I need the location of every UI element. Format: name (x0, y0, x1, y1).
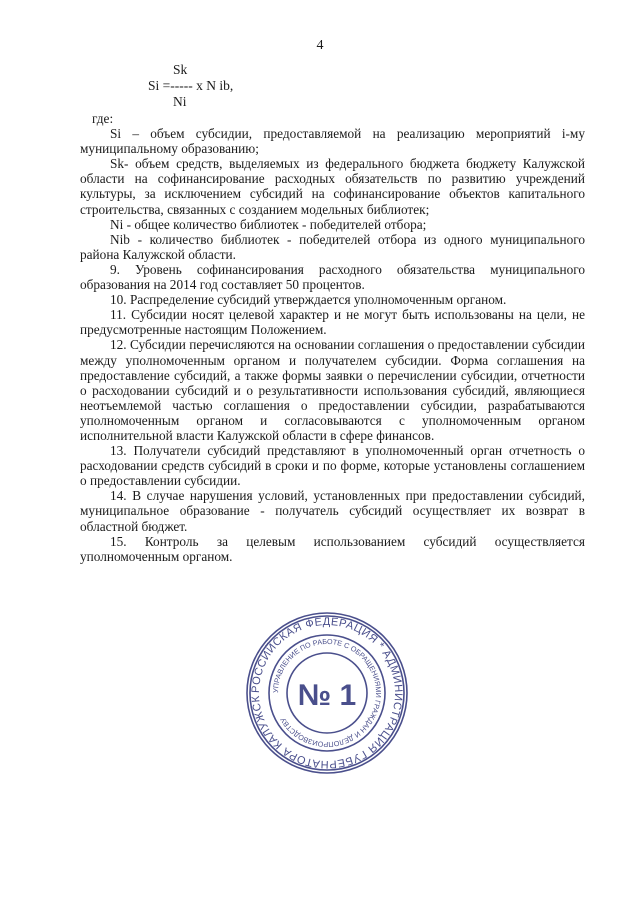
stamp-center-number: № 1 (297, 679, 357, 712)
official-stamp (242, 608, 412, 778)
formula-denominator: Ni (173, 94, 187, 109)
paragraph-where: где: (92, 111, 114, 126)
paragraph-nib: Nib - количество библиотек - победителей отбора из одного муниципального района Калужской области. (80, 231, 585, 262)
stamp-inner-text: УПРАВЛЕНИЕ ПО РАБОТЕ С ОБРАЩЕНИЯМИ ГРАЖДАН И ДЕЛОПРОИЗВОДСТВУ (270, 636, 384, 750)
document-body (80, 111, 585, 564)
paragraph-sk: Sk- объем средств, выделяемых из федерального бюджета бюджету Калужской области на софинансирование расходных обязательств по развитию учреждений культуры, за исключением субсидий на софинансирование объектов капитального строительства, связанных с созданием модельных библиотек; (80, 156, 585, 217)
paragraph-14: 14. В случае нарушения условий, установленных при предоставлении субсидий, муниципальное образование - получатель субсидий осуществляет их возврат в областной бюджет. (80, 488, 585, 534)
formula-numerator: Sk (173, 62, 188, 77)
paragraph-11: 11. Субсидии носят целевой характер и не могут быть использованы на цели, не предусмотренные настоящим Положением. (80, 307, 585, 338)
page-number: 4 (316, 38, 324, 53)
stamp-seal (242, 608, 412, 778)
formula-line: Si =----- x N ib, (148, 78, 234, 93)
paragraph-si: Si – объем субсидии, предоставляемой на реализацию мероприятий i-му муниципальному образованию; (80, 126, 585, 157)
subsidy-formula (148, 62, 233, 110)
paragraph-9: 9. Уровень софинансирования расходного обязательства муниципального образования на 2014 год составляет 50 процентов. (80, 261, 585, 293)
paragraph-ni: Ni - общее количество библиотек - победителей отбора; (110, 216, 427, 232)
stamp-outer-text: РОССИЙСКАЯ ФЕДЕРАЦИЯ * АДМИНИСТРАЦИЯ ГУБЕРНАТОРА КАЛУЖСК (249, 615, 405, 771)
paragraph-12: 12. Субсидии перечисляются на основании соглашения о предоставлении субсидии между уполномоченным органом и получателем субсидии. Форма соглашения на предоставление субсидий, а также формы заявки о перечислении субсидии, отчетности о расходовании субсидий и о результативности использования субсидий, являющиеся неотъемлемой частью соглашения о предоставлении субсидии, разрабатываются уполномоченным органом и согласовываются с уполномоченным органом исполнительной власти Калужской области в сфере финансов. (80, 337, 585, 443)
paragraph-10: 10. Распределение субсидий утверждается уполномоченным органом. (110, 292, 507, 308)
paragraph-15: 15. Контроль за целевым использованием субсидий осуществляется уполномоченным органом. (80, 533, 585, 564)
paragraph-13: 13. Получатели субсидий представляют в уполномоченный орган отчетность о расходовании средств субсидий в сроки и по форме, которые установлены соглашением о предоставлении субсидии. (80, 443, 585, 489)
